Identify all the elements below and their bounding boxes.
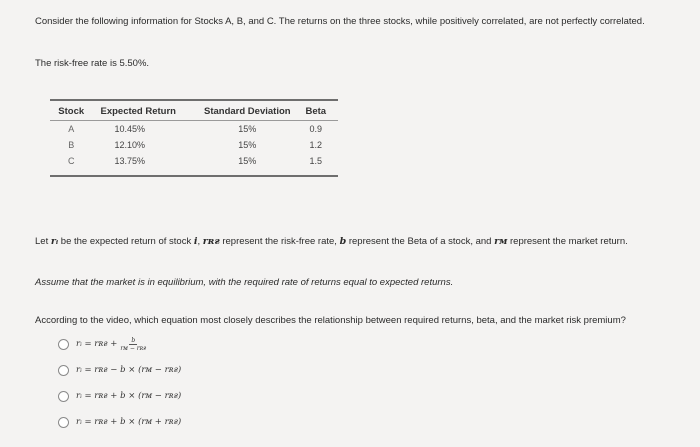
table-bottom-rule (50, 175, 338, 177)
radio-button[interactable] (58, 365, 69, 376)
radio-button[interactable] (58, 339, 69, 350)
cell-beta: 1.5 (309, 156, 323, 166)
cell-standard-deviation: 15% (238, 140, 257, 150)
symbol-rrf: rʀғ (202, 236, 220, 247)
option-formula (76, 337, 146, 352)
answer-option-2[interactable] (58, 357, 181, 383)
option-formula-text: rᵢ = rʀғ + (76, 339, 118, 349)
fraction-numerator: b (131, 336, 136, 344)
answer-options (58, 331, 181, 435)
cell-beta: 1.2 (309, 140, 323, 150)
cell-beta: 0.9 (309, 124, 323, 134)
cell-standard-deviation: 15% (238, 124, 257, 134)
stock-table (50, 99, 338, 177)
header-beta: Beta (305, 106, 327, 117)
table-row (50, 153, 338, 169)
table-header-row (50, 101, 338, 120)
symbol-i: i (193, 236, 198, 247)
answer-option-1[interactable] (58, 331, 181, 357)
cell-standard-deviation: 15% (238, 156, 257, 166)
option-formula: rᵢ = rʀғ − b × (rᴍ − rʀғ) (76, 365, 182, 375)
let-text-4: represent the risk-free rate, (219, 236, 340, 247)
let-text-3: , (197, 236, 203, 247)
symbol-rm: rᴍ (494, 236, 508, 247)
symbol-ri: rᵢ (50, 236, 59, 247)
fraction (120, 337, 146, 352)
header-stock: Stock (58, 106, 85, 117)
option-formula: rᵢ = rʀғ + b × (rᴍ + rʀғ) (76, 417, 182, 427)
fraction-denominator: rᴍ − rʀғ (120, 344, 147, 352)
cell-expected-return: 13.75% (114, 156, 146, 166)
answer-option-4[interactable] (58, 409, 181, 435)
let-text-5: represent the Beta of a stock, and (346, 236, 495, 247)
option-formula: rᵢ = rʀғ + b × (rᴍ − rʀғ) (76, 391, 182, 401)
header-expected-return: Expected Return (100, 106, 176, 117)
question-text: According to the video, which equation most closely describes the relationship between required returns, beta, and the market risk premium? (35, 315, 626, 326)
table-row (50, 121, 338, 137)
risk-free-text: The risk-free rate is 5.50%. (35, 58, 150, 69)
cell-stock: C (67, 156, 75, 166)
cell-stock: B (68, 140, 75, 150)
radio-button[interactable] (58, 417, 69, 428)
radio-button[interactable] (58, 391, 69, 402)
header-standard-deviation: Standard Deviation (204, 106, 291, 117)
assumption-text: Assume that the market is in equilibrium, with the required rate of returns equal to expected returns. (35, 277, 454, 288)
let-text-2: be the expected return of stock (58, 236, 194, 247)
let-text-6: represent the market return. (507, 236, 628, 247)
cell-expected-return: 12.10% (114, 140, 146, 150)
symbol-b: b (339, 236, 347, 247)
cell-stock: A (68, 124, 75, 134)
let-text-1: Let (35, 236, 51, 247)
answer-option-3[interactable] (58, 383, 181, 409)
intro-text: Consider the following information for Stocks A, B, and C. The returns on the three stocks, while positively correlated, are not perfectly correlated. (35, 16, 645, 27)
cell-expected-return: 10.45% (114, 124, 146, 134)
table-row (50, 137, 338, 153)
variable-definitions (35, 236, 628, 247)
